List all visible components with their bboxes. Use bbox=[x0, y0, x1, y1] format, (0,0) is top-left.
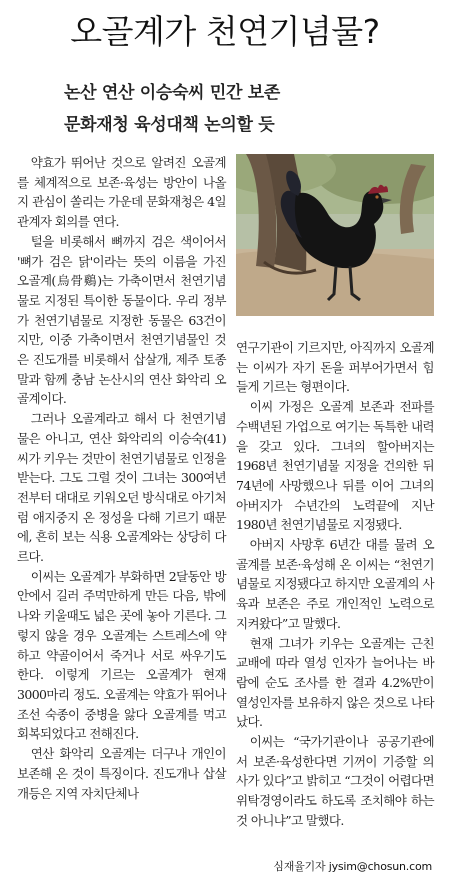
paragraph: 이씨 가정은 오골계 보존과 전파를 수백년된 가업으로 여기는 독특한 내력을 갖고 있다. 그녀의 할아버지는 1968년 천연기념물 지정을 건의한 뒤 74년에 사망했으나 뒤를 이어 그녀의 아버지가 수년간의 노력끝에 지난 1980년 천연기념물로 지정됐다. bbox=[236, 399, 434, 533]
paragraph: 이씨는 오골계가 부화하면 2달동안 방안에서 길러 주먹만하게 만든 다음, 밖에 나와 키울때도 넓은 곳에 놓아 기른다. 그렇지 않을 경우 오골계는 스트레스에 약하고 약골이어서 죽거나 서로 싸우기도 한다. 이렇게 기르는 오골계가 현재 3000마리 정도. 오골계는 약효가 뛰어나 조선 숙종이 중병을 앓다 오골계를 먹고 회복되었다고 전해진다. bbox=[17, 568, 226, 742]
paragraph-continued: 연구기관이 기르지만, 아직까지 오골계는 이씨가 자기 돈을 퍼부어가면서 힘들게 기르는 형편이다. bbox=[236, 340, 434, 395]
paragraph: 이씨는 “국가기관이나 공공기관에서 보존·육성한다면 기꺼이 기증할 의사가 있다”고 밝히고 “그것이 어렵다면 위탁경영이라도 하도록 조치해야 하는 것 아니냐”고 말했다. bbox=[236, 734, 434, 828]
byline: 심재율기자 jysim@chosun.com bbox=[273, 860, 432, 873]
article-column-right bbox=[236, 338, 434, 831]
paragraph: 아버지 사망후 6년간 대를 물려 오골계를 보존·육성해 온 이씨는 “천연기념물로 지정됐다고 하지만 오골계의 사육과 보존은 주로 개인적인 노력으로 지켜왔다”고 말했다. bbox=[236, 537, 434, 631]
black-rooster-illustration bbox=[236, 154, 434, 316]
paragraph: 현재 그녀가 키우는 오골계는 근친교배에 따라 열성 인자가 늘어나는 바람에 순도 조사를 한 결과 4.2%만이 열성인자를 보유하지 않은 것으로 나타났다. bbox=[236, 635, 434, 730]
black-rooster-photo bbox=[236, 154, 434, 316]
headline: 오골계가 천연기념물? bbox=[70, 12, 380, 51]
article-column-left bbox=[17, 153, 226, 803]
subhead-2: 문화재청 육성대책 논의할 듯 bbox=[64, 115, 275, 135]
paragraph: 털을 비롯해서 뼈까지 검은 색이어서 '뼈가 검은 닭'이라는 뜻의 이름을 가진 오골계(烏骨鷄)는 가축이면서 천연기념물로 지정된 특이한 동물이다. 우리 정부가 천연기념물로 지정한 동물은 63건이지만, 이중 가축이면서 천연기념물인 것은 진도개를 비롯해서 삽살개, 제주 토종말과 함께 충남 논산시의 연산 화악리 오골계이다. bbox=[17, 233, 226, 407]
paragraph: 약효가 뛰어난 것으로 알려진 오골계를 체계적으로 보존·육성는 방안이 나올지 관심이 쏠리는 가운데 문화재청은 4일 관계자 회의를 연다. bbox=[17, 155, 226, 230]
subhead-1: 논산 연산 이승숙씨 민간 보존 bbox=[64, 83, 280, 103]
paragraph: 연산 화악리 오골계는 더구나 개인이 보존해 온 것이 특징이다. 진도개나 삽살개등은 지역 자치단체나 bbox=[17, 746, 226, 801]
paragraph: 그러나 오골계라고 해서 다 천연기념물은 아니고, 연산 화악리의 이승숙(41)씨가 키우는 것만이 천연기념물로 인정을 받는다. 그도 그럴 것이 그녀는 300여년전부터 대대로 키워오던 방식대로 아기처럼 애지중지 온 정성을 다해 기르기 때문에, 흔히 보는 식용 오골계와는 상당히 다르다. bbox=[17, 411, 226, 565]
